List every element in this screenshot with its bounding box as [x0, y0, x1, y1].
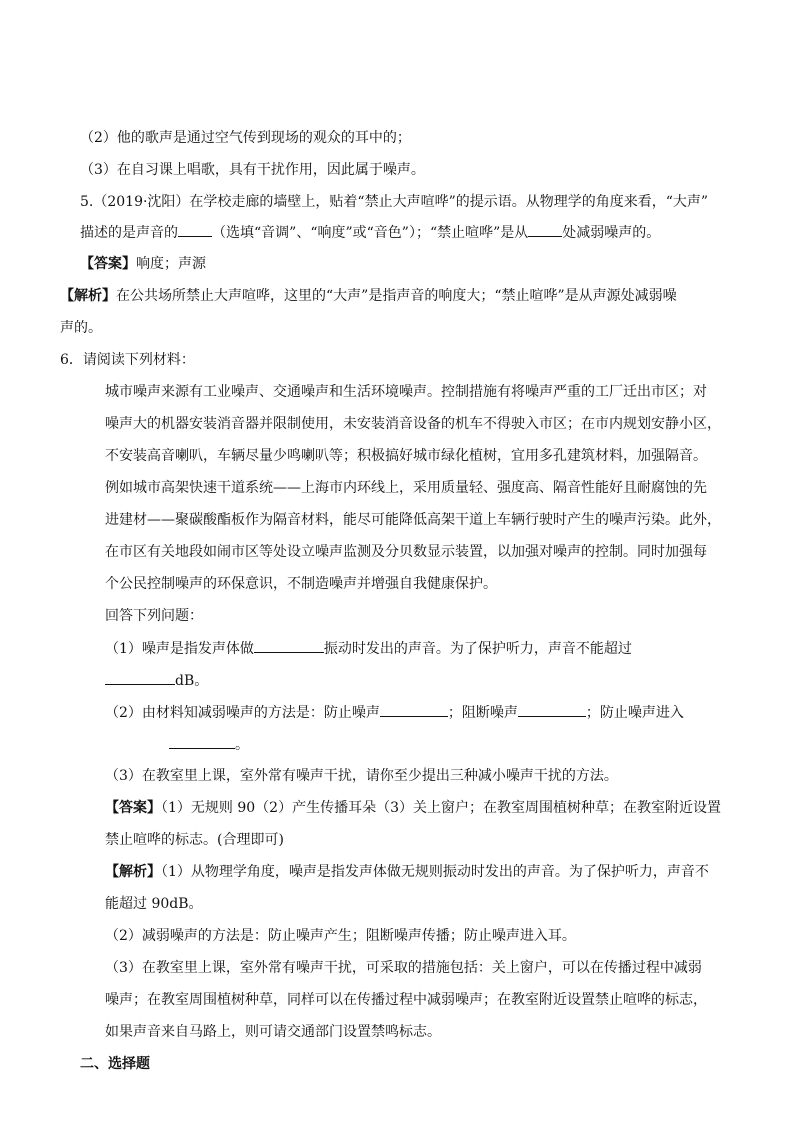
question-5-stem: 5.（2019·沈阳）在学校走廊的墙壁上，贴着“禁止大声喧哗”的提示语。从物理学的角度来看，“大声” — [80, 194, 709, 210]
material-line: 在市区有关地段如闹市区等处设立噪声监测及分贝数显示装置，以加强对噪声的控制。同时加强每 — [105, 544, 707, 560]
answer-blank — [105, 670, 175, 685]
text-segment: （选填“音调”、“响度”或“音色”）；“禁止喧哗”是从 — [212, 225, 529, 241]
question-6-stem: 6．请阅读下列材料： — [60, 352, 195, 368]
text-line: 能超过 90dB。 — [105, 896, 203, 912]
analysis-5 — [60, 286, 677, 306]
text-line: 声的。 — [60, 320, 102, 336]
sub-question-1-cont — [105, 670, 208, 691]
text-segment: 处减弱噪声的。 — [562, 225, 661, 241]
text-line: 禁止喧哗的标志。(合理即可) — [105, 832, 284, 848]
material-line: 例如城市高架快速干道系统——上海市内环线上，采用质量轻、强度高、隔音性能好且耐腐蚀的先 — [105, 480, 707, 496]
text-segment: （1）噪声是指发声体做 — [105, 641, 254, 657]
text-segment: dB。 — [175, 673, 209, 689]
answer-blank — [380, 702, 448, 717]
answer-label: 【答案】 — [80, 256, 136, 272]
answer-blank — [518, 702, 586, 717]
material-line: 个公民控制噪声的环保意识，不制造噪声并增强自我健康保护。 — [105, 576, 497, 592]
analysis-label: 【解析】 — [105, 864, 161, 880]
sub-question-3: （3）在教室里上课，室外常有噪声干扰，请你至少提出三种减小噪声干扰的方法。 — [105, 768, 618, 784]
analysis-label: 【解析】 — [60, 288, 116, 304]
sub-question-1 — [105, 638, 632, 659]
questions-intro: 回答下列问题： — [105, 608, 203, 624]
answer-label: 【答案】 — [105, 800, 161, 816]
text-segment: 振动时发出的声音。为了保护听力，声音不能超过 — [323, 641, 632, 657]
question-5-stem-cont — [80, 222, 660, 243]
analysis-text: 在公共场所禁止大声喧哗，这里的“大声”是指声音的响度大；“禁止喧哗”是从声源处减弱噪 — [116, 288, 677, 304]
answer-5 — [80, 254, 206, 274]
text-line: 如果声音来自马路上，则可请交通部门设置禁鸣标志。 — [105, 1024, 441, 1040]
analysis-text: （1）从物理学角度，噪声是指发声体做无规则振动时发出的声音。为了保护听力，声音不 — [161, 864, 709, 880]
text-segment: ；防止噪声进入 — [585, 705, 684, 721]
analysis-6 — [105, 862, 709, 882]
answer-blank — [178, 222, 212, 237]
text-segment: （2）由材料知减弱噪声的方法是：防止噪声 — [105, 705, 380, 721]
answer-text: 响度；声源 — [136, 256, 206, 272]
material-line: 进建材——聚碳酸酯板作为隔音材料，能尽可能降低高架干道上车辆行驶时产生的噪声污染。此外， — [105, 512, 721, 528]
text-segment: 描述的是声音的 — [80, 225, 178, 241]
text-line: （2）他的歌声是通过空气传到现场的观众的耳中的； — [80, 130, 411, 146]
sub-question-2-cont — [105, 734, 249, 755]
answer-blank — [169, 734, 235, 749]
text-line: （3）在教室里上课，室外常有噪声干扰，可采取的措施包括：关上窗户，可以在传播过程中减弱 — [105, 960, 702, 976]
text-segment: ；阻断噪声 — [447, 705, 518, 721]
section-heading: 二、选择题 — [80, 1056, 150, 1072]
text-line: （2）减弱噪声的方法是：防止噪声产生；阻断噪声传播；防止噪声进入耳。 — [105, 928, 576, 944]
material-line: 不安装高音喇叭，车辆尽量少鸣喇叭等；积极搞好城市绿化植树，宜用多孔建筑材料，加强隔音。 — [105, 448, 707, 464]
answer-6 — [105, 798, 721, 818]
answer-blank — [528, 222, 562, 237]
text-line: （3）在自习课上唱歌，具有干扰作用，因此属于噪声。 — [80, 162, 425, 178]
answer-blank — [254, 638, 324, 653]
answer-text: （1）无规则 90（2）产生传播耳朵（3）关上窗户；在教室周围植树种草；在教室附近设置 — [161, 800, 721, 816]
text-segment: 。 — [235, 737, 249, 753]
sub-question-2 — [105, 702, 684, 723]
material-line: 城市噪声来源有工业噪声、交通噪声和生活环境噪声。控制措施有将噪声严重的工厂迁出市区；对 — [105, 384, 707, 400]
text-line: 噪声；在教室周围植树种草，同样可以在传播过程中减弱噪声；在教室附近设置禁止喧哗的标志， — [105, 992, 707, 1008]
material-line: 噪声大的机器安装消音器并限制使用，未安装消音设备的机车不得驶入市区；在市内规划安静小区， — [105, 416, 721, 432]
